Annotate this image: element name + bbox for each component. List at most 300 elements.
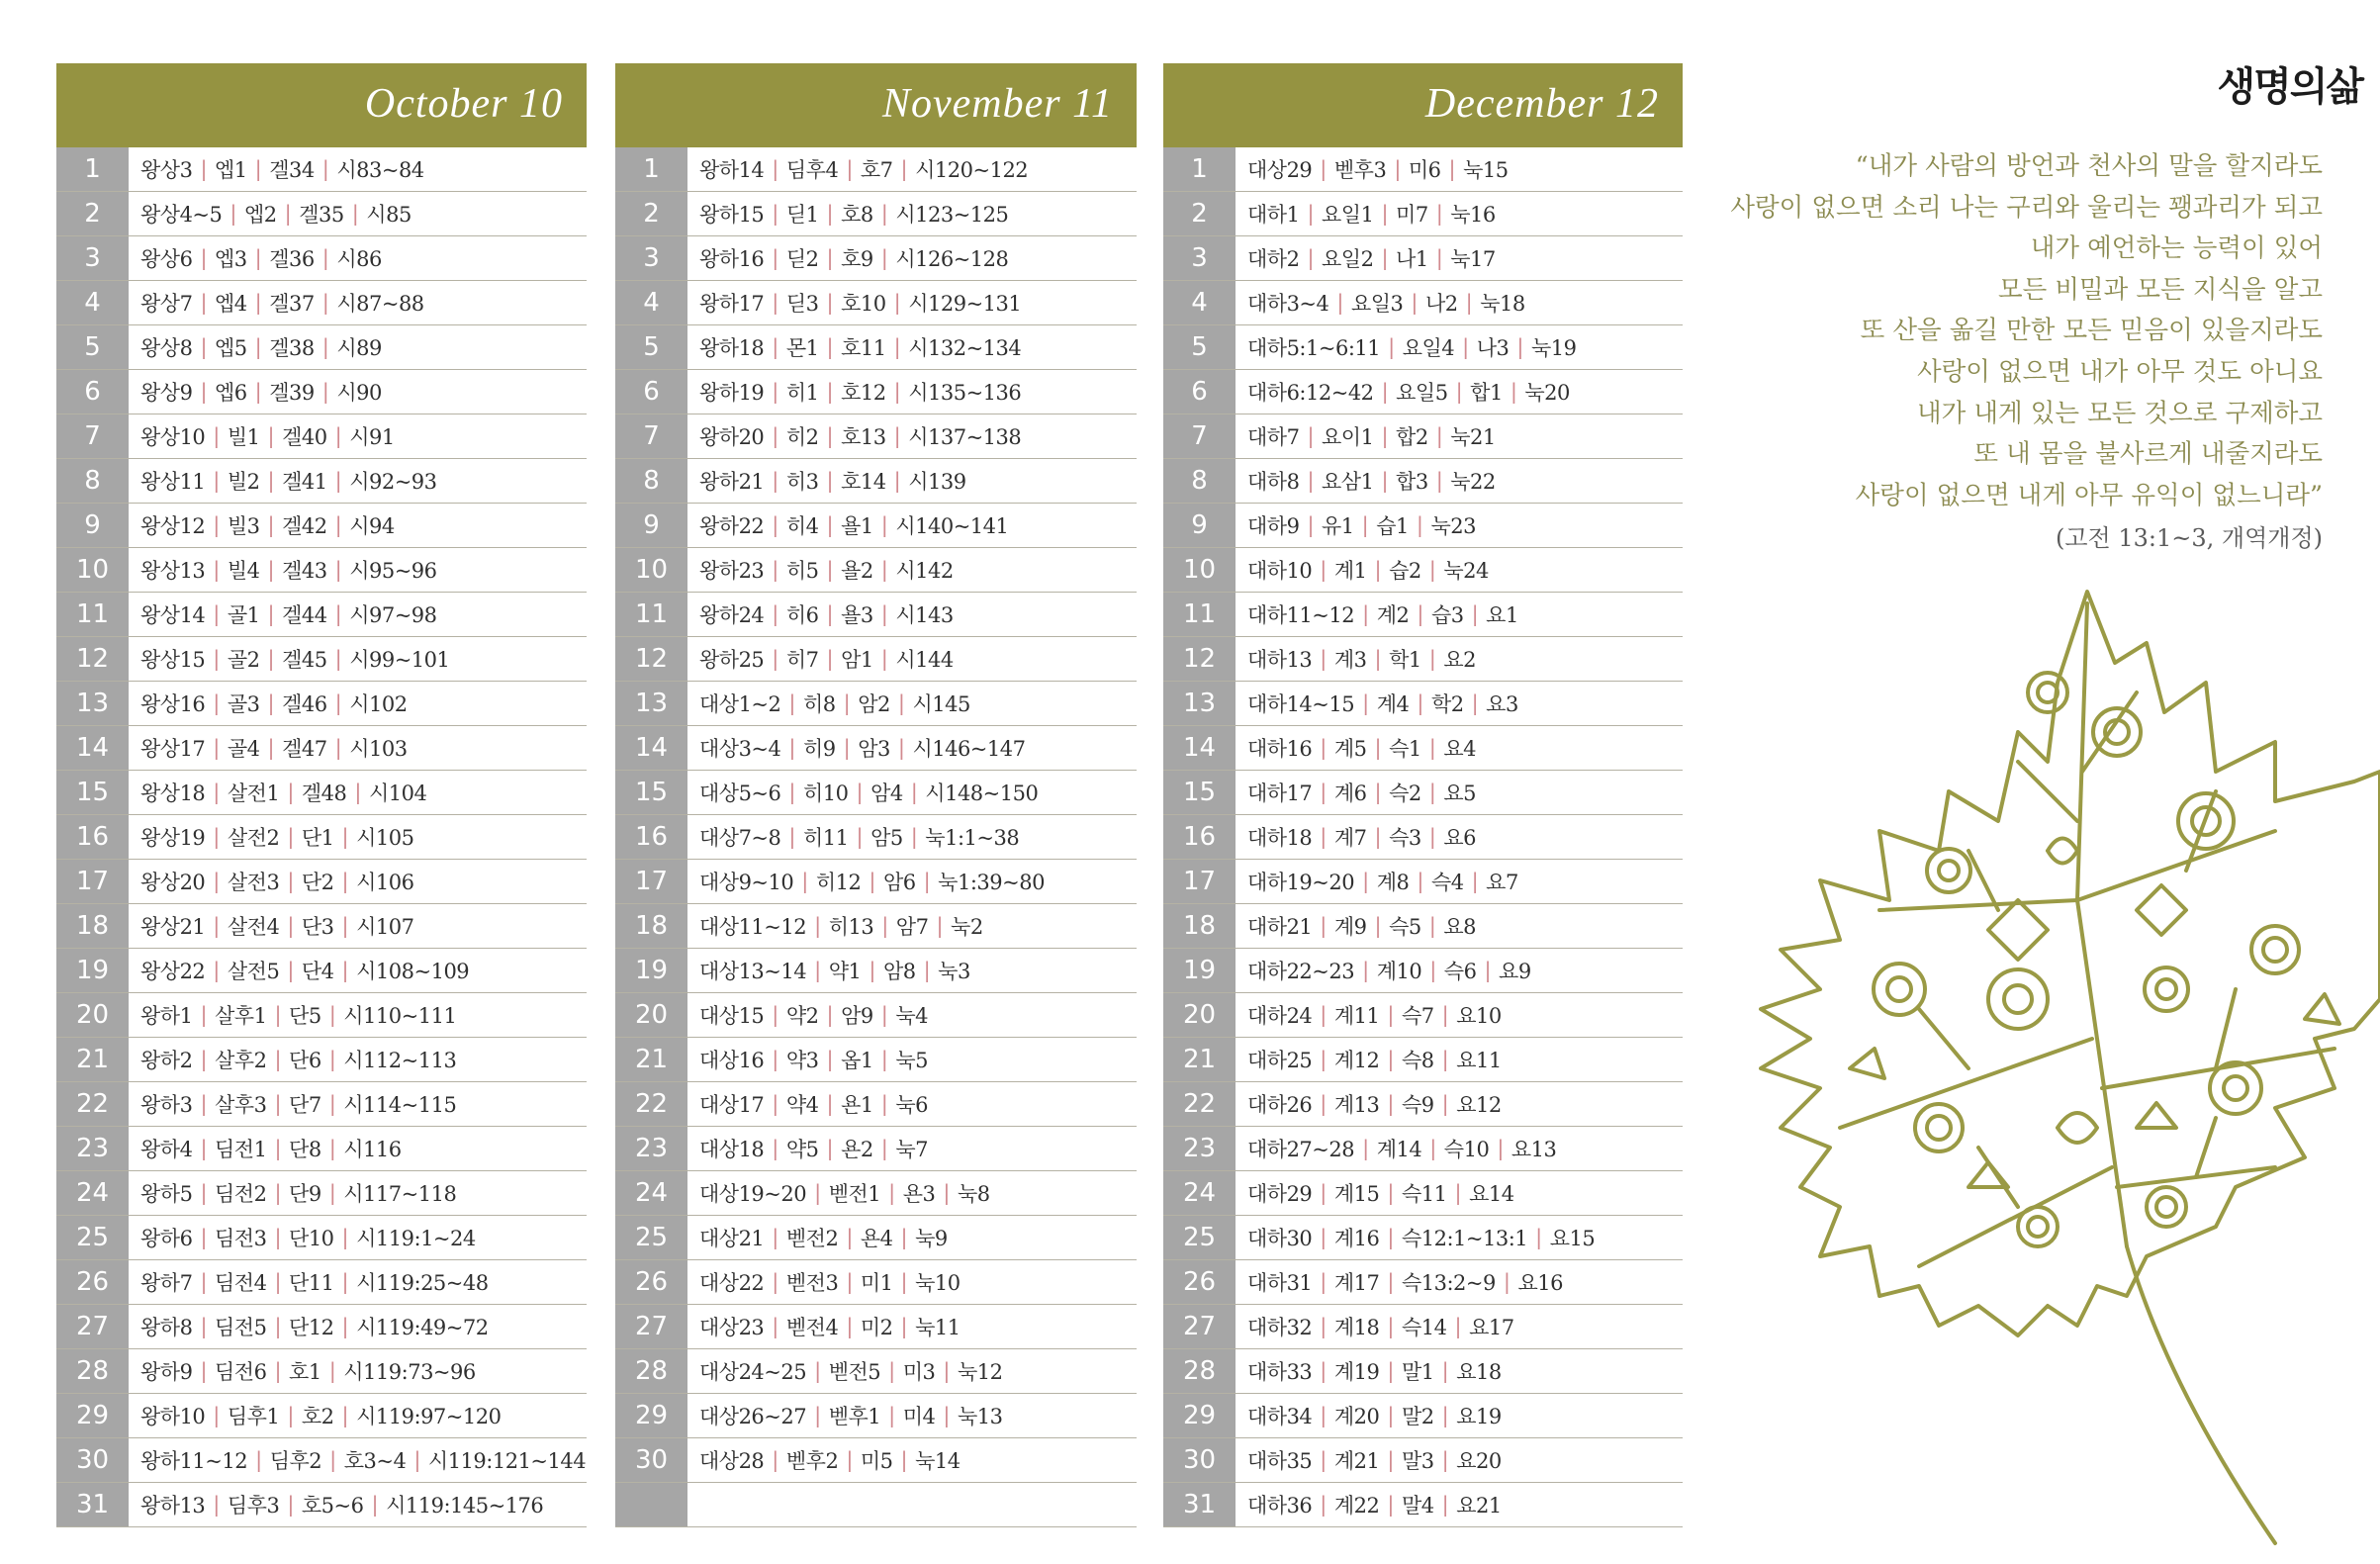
reading-passage: 요11 (1456, 1049, 1502, 1072)
reading-passage: 왕하25 (699, 648, 765, 672)
separator: | (200, 335, 208, 359)
separator: | (1320, 1092, 1327, 1116)
separator: | (1387, 1404, 1394, 1427)
reading-passage: 왕하6 (140, 1227, 193, 1250)
reading-passage: 요18 (1456, 1360, 1502, 1384)
reading-passage: 왕하23 (699, 559, 765, 583)
separator: | (1381, 380, 1389, 404)
reading-passage: 요3 (1486, 692, 1518, 716)
table-row (1163, 593, 1683, 637)
reading-passage: 계1 (1333, 559, 1367, 583)
reading-passage: 왕상3 (140, 158, 193, 182)
separator: | (772, 513, 778, 537)
reading-cell (129, 771, 426, 814)
reading-passage: 시105 (356, 826, 414, 850)
separator: | (213, 736, 220, 760)
separator: | (893, 380, 901, 404)
reading-passage: 겔37 (269, 292, 315, 316)
reading-passage: 대하24 (1247, 1004, 1313, 1028)
table-row (56, 370, 587, 414)
reading-passage: 계21 (1333, 1449, 1380, 1473)
reading-passage: 시146~147 (912, 737, 1026, 761)
separator: | (334, 736, 342, 760)
reading-passage: 호12 (841, 381, 886, 405)
reading-passage: 히13 (828, 915, 874, 939)
reading-passage: 벧후3 (1333, 158, 1387, 182)
day-number: 1 (1163, 147, 1236, 191)
reading-cell (1236, 815, 1476, 859)
day-number: 21 (56, 1038, 129, 1081)
separator: | (254, 157, 262, 181)
reading-passage: 왕하15 (699, 203, 765, 227)
table-row (615, 1038, 1137, 1082)
reading-passage: 눅9 (915, 1227, 948, 1250)
reading-cell (129, 548, 437, 592)
reading-cell (1236, 1483, 1502, 1526)
reading-passage: 암6 (882, 871, 916, 894)
table-row (56, 1394, 587, 1438)
reading-cell (129, 281, 424, 324)
reading-passage: 대상17 (699, 1093, 765, 1117)
reading-passage: 겔40 (282, 425, 327, 449)
reading-passage: 왕상12 (140, 514, 206, 538)
reading-passage: 왕하14 (699, 158, 765, 182)
reading-passage: 벧전5 (828, 1360, 881, 1384)
separator: | (1320, 1048, 1327, 1071)
table-row (615, 1349, 1137, 1394)
table-row (1163, 1483, 1683, 1527)
reading-cell (687, 949, 970, 992)
separator: | (772, 157, 778, 181)
reading-passage: 왕하3 (140, 1093, 193, 1117)
reading-passage: 시107 (356, 915, 414, 939)
separator: | (1429, 959, 1436, 982)
separator: | (328, 1137, 336, 1160)
reading-passage: 엡5 (215, 336, 247, 360)
reading-passage: 왕하24 (699, 603, 765, 627)
separator: | (1394, 157, 1401, 181)
separator: | (1441, 1048, 1449, 1071)
table-row (1163, 236, 1683, 281)
reading-passage: 말3 (1401, 1449, 1434, 1473)
day-number: 31 (1163, 1483, 1236, 1526)
separator: | (1320, 825, 1327, 849)
day-number: 14 (615, 726, 687, 770)
separator: | (880, 1048, 888, 1071)
reading-passage: 왕상6 (140, 247, 193, 271)
reading-passage: 딛1 (785, 203, 819, 227)
separator: | (328, 1003, 336, 1027)
reading-cell (1236, 904, 1476, 948)
reading-passage: 대하9 (1247, 514, 1300, 538)
separator: | (880, 1003, 888, 1027)
separator: | (1387, 1048, 1394, 1071)
reading-passage: 왕하5 (140, 1182, 193, 1206)
day-number: 14 (56, 726, 129, 770)
reading-cell (1236, 325, 1576, 369)
reading-passage: 요일2 (1322, 247, 1374, 271)
separator: | (1387, 1359, 1394, 1383)
separator: | (321, 335, 329, 359)
table-row (615, 682, 1137, 726)
reading-passage: 히7 (785, 648, 819, 672)
reading-passage: 왕하8 (140, 1316, 193, 1339)
day-number: 6 (1163, 370, 1236, 414)
separator: | (267, 647, 275, 671)
day-number: 28 (56, 1349, 129, 1393)
reading-passage: 시103 (349, 737, 408, 761)
day-number: 23 (56, 1127, 129, 1170)
reading-passage: 단1 (301, 826, 334, 850)
reading-passage: 왕상20 (140, 871, 206, 894)
day-number: 16 (615, 815, 687, 859)
separator: | (200, 1226, 208, 1249)
reading-cell (687, 1082, 928, 1126)
separator: | (1362, 959, 1369, 982)
reading-passage: 골4 (227, 737, 260, 761)
separator: | (1362, 1137, 1369, 1160)
reading-passage: 살후2 (215, 1049, 267, 1072)
reading-cell (1236, 504, 1476, 547)
separator: | (1435, 424, 1443, 448)
separator: | (267, 513, 275, 537)
reading-passage: 눅19 (1530, 336, 1577, 360)
separator: | (846, 1226, 853, 1249)
reading-cell (1236, 1260, 1563, 1304)
reading-passage: 왕하19 (699, 381, 765, 405)
separator: | (200, 1270, 208, 1294)
table-row (1163, 147, 1683, 192)
day-number: 22 (56, 1082, 129, 1126)
reading-passage: 시92~93 (349, 470, 437, 494)
reading-passage: 딤후2 (269, 1449, 322, 1473)
table-row (1163, 1394, 1683, 1438)
day-number: 27 (56, 1305, 129, 1348)
reading-passage: 딛3 (785, 292, 819, 316)
reading-passage: 슥11 (1401, 1182, 1447, 1206)
reading-passage: 계13 (1333, 1093, 1380, 1117)
separator: | (900, 1448, 908, 1472)
reading-passage: 계22 (1333, 1494, 1380, 1518)
separator: | (923, 959, 931, 982)
separator: | (287, 825, 294, 849)
separator: | (788, 825, 795, 849)
separator: | (1471, 602, 1479, 626)
table-row (56, 1127, 587, 1171)
separator: | (893, 291, 901, 315)
day-number: 26 (1163, 1260, 1236, 1304)
reading-passage: 눅7 (895, 1138, 928, 1161)
month-column (56, 63, 587, 1527)
reading-passage: 호3~4 (343, 1449, 407, 1473)
separator: | (334, 469, 342, 493)
reading-passage: 계16 (1333, 1227, 1380, 1250)
reading-passage: 빌3 (227, 514, 260, 538)
reading-cell (687, 1127, 928, 1170)
reading-cell (129, 815, 414, 859)
table-row (1163, 548, 1683, 593)
separator: | (200, 380, 208, 404)
separator: | (213, 959, 220, 982)
reading-passage: 시119:121~144 (427, 1449, 587, 1473)
table-row (1163, 459, 1683, 504)
reading-passage: 시148~150 (925, 782, 1039, 805)
reading-passage: 겔45 (282, 648, 327, 672)
table-row (1163, 414, 1683, 459)
day-number: 15 (1163, 771, 1236, 814)
separator: | (254, 380, 262, 404)
day-number: 12 (615, 637, 687, 681)
day-number: 20 (56, 993, 129, 1037)
reading-passage: 요15 (1549, 1227, 1596, 1250)
separator: | (213, 647, 220, 671)
table-row (56, 682, 587, 726)
reading-passage: 시126~128 (895, 247, 1009, 271)
reading-passage: 요4 (1443, 737, 1476, 761)
reading-cell (1236, 860, 1518, 903)
reading-cell (129, 1038, 456, 1081)
reading-passage: 왕상11 (140, 470, 206, 494)
day-number: 30 (1163, 1438, 1236, 1482)
separator: | (814, 914, 821, 938)
reading-cell (129, 1127, 402, 1170)
day-number: 29 (615, 1394, 687, 1437)
day-number: 13 (615, 682, 687, 725)
separator: | (328, 1181, 336, 1205)
reading-passage: 빌2 (227, 470, 260, 494)
reading-passage: 계8 (1376, 871, 1410, 894)
reading-passage: 암7 (895, 915, 929, 939)
reading-passage: 왕상14 (140, 603, 206, 627)
separator: | (1417, 602, 1423, 626)
reading-passage: 시87~88 (336, 292, 424, 316)
reading-passage: 계6 (1333, 782, 1367, 805)
separator: | (772, 602, 778, 626)
separator: | (229, 202, 236, 226)
reading-passage: 시137~138 (908, 425, 1022, 449)
separator: | (1388, 335, 1395, 359)
reading-cell (129, 1305, 489, 1348)
separator: | (328, 1048, 336, 1071)
separator: | (880, 1092, 888, 1116)
separator: | (880, 246, 888, 270)
separator: | (1387, 1092, 1394, 1116)
reading-cell (687, 1305, 961, 1348)
reading-passage: 골1 (227, 603, 260, 627)
day-number: 18 (56, 904, 129, 948)
reading-passage: 슥8 (1401, 1049, 1434, 1072)
separator: | (923, 870, 931, 893)
separator: | (287, 1404, 294, 1427)
day-number: 18 (615, 904, 687, 948)
table-row (615, 860, 1137, 904)
reading-passage: 요일3 (1350, 292, 1404, 316)
separator: | (1381, 202, 1389, 226)
reading-passage: 눅16 (1450, 203, 1496, 227)
separator: | (1374, 558, 1382, 582)
reading-passage: 대상29 (1247, 158, 1313, 182)
separator: | (900, 1315, 908, 1338)
reading-passage: 요삼1 (1322, 470, 1374, 494)
table-row (1163, 1349, 1683, 1394)
separator: | (869, 870, 875, 893)
reading-passage: 겔38 (269, 336, 315, 360)
separator: | (772, 335, 778, 359)
reading-passage: 왕상18 (140, 782, 206, 805)
reading-passage: 슥4 (1430, 871, 1464, 894)
reading-passage: 눅21 (1450, 425, 1496, 449)
separator: | (772, 1315, 778, 1338)
brand-logo: 생명의삶 (2217, 64, 2362, 110)
day-number: 27 (615, 1305, 687, 1348)
reading-passage: 대상16 (699, 1049, 765, 1072)
reading-passage: 시102 (349, 692, 408, 716)
reading-passage: 대상28 (699, 1449, 765, 1473)
separator: | (1441, 1448, 1449, 1472)
separator: | (1387, 1270, 1394, 1294)
separator: | (772, 380, 778, 404)
reading-passage: 요일4 (1402, 336, 1455, 360)
separator: | (354, 781, 361, 804)
day-number: 18 (1163, 904, 1236, 948)
day-number: 1 (56, 147, 129, 191)
reading-cell (687, 147, 1028, 191)
reading-cell (129, 1438, 586, 1482)
separator: | (888, 1404, 895, 1427)
separator: | (287, 781, 294, 804)
day-number: 28 (1163, 1349, 1236, 1393)
table-row (615, 771, 1137, 815)
reading-cell (687, 414, 1021, 458)
separator: | (274, 1270, 282, 1294)
separator: | (267, 691, 275, 715)
reading-cell (1236, 1082, 1502, 1126)
table-row (1163, 1438, 1683, 1483)
separator: | (893, 469, 901, 493)
reading-passage: 약5 (785, 1138, 819, 1161)
table-row (56, 325, 587, 370)
separator: | (267, 469, 275, 493)
separator: | (1320, 558, 1327, 582)
reading-cell (687, 1171, 990, 1215)
day-number: 20 (1163, 993, 1236, 1037)
separator: | (1374, 781, 1382, 804)
separator: | (826, 469, 834, 493)
reading-passage: 미5 (860, 1449, 893, 1473)
separator: | (254, 291, 262, 315)
reading-passage: 대하25 (1247, 1049, 1313, 1072)
separator: | (200, 1315, 208, 1338)
reading-passage: 요6 (1443, 826, 1476, 850)
reading-passage: 계7 (1333, 826, 1367, 850)
day-number: 9 (56, 504, 129, 547)
reading-passage: 겔47 (282, 737, 327, 761)
separator: | (1448, 157, 1456, 181)
reading-passage: 시135~136 (908, 381, 1022, 405)
reading-table (615, 144, 1137, 1527)
reading-passage: 대하29 (1247, 1182, 1313, 1206)
separator: | (371, 1493, 379, 1517)
table-row (615, 414, 1137, 459)
separator: | (1435, 246, 1443, 270)
separator: | (1417, 870, 1423, 893)
reading-passage: 호7 (860, 158, 893, 182)
reading-cell (1236, 593, 1518, 636)
reading-passage: 히1 (785, 381, 819, 405)
reading-passage: 겔39 (269, 381, 315, 405)
separator: | (888, 1359, 895, 1383)
reading-passage: 눅1:1~38 (925, 826, 1020, 850)
separator: | (274, 1359, 282, 1383)
reading-cell (1236, 1349, 1502, 1393)
reading-passage: 왕하18 (699, 336, 765, 360)
separator: | (1387, 1315, 1394, 1338)
reading-cell (1236, 637, 1476, 681)
day-number: 10 (56, 548, 129, 592)
reading-passage: 계15 (1333, 1182, 1380, 1206)
reading-cell (687, 771, 1038, 814)
reading-passage: 시119:1~24 (356, 1227, 476, 1250)
separator: | (1320, 736, 1327, 760)
reading-passage: 눅15 (1463, 158, 1509, 182)
reading-cell (687, 1483, 699, 1526)
separator: | (200, 1003, 208, 1027)
separator: | (200, 291, 208, 315)
separator: | (213, 1493, 220, 1517)
table-row (615, 192, 1137, 236)
reading-passage: 시119:73~96 (343, 1360, 476, 1384)
table-row (615, 504, 1137, 548)
reading-passage: 대하30 (1247, 1227, 1313, 1250)
reading-passage: 왕상21 (140, 915, 206, 939)
separator: | (213, 558, 220, 582)
reading-passage: 계2 (1376, 603, 1410, 627)
reading-passage: 몬1 (785, 336, 819, 360)
reading-cell (129, 414, 395, 458)
reading-passage: 눅3 (938, 960, 970, 983)
reading-passage: 벧전3 (785, 1271, 839, 1295)
reading-cell (687, 1349, 1002, 1393)
reading-cell (129, 192, 412, 235)
table-row (1163, 504, 1683, 548)
table-row (615, 370, 1137, 414)
separator: | (843, 691, 851, 715)
reading-passage: 욜3 (841, 603, 873, 627)
reading-passage: 습1 (1376, 514, 1409, 538)
separator: | (826, 291, 834, 315)
reading-passage: 벧후2 (785, 1449, 839, 1473)
reading-passage: 시83~84 (336, 158, 424, 182)
separator: | (801, 870, 808, 893)
separator: | (1307, 424, 1315, 448)
reading-passage: 왕상16 (140, 692, 206, 716)
reading-cell (129, 637, 449, 681)
table-row (1163, 1216, 1683, 1260)
table-row (615, 1260, 1137, 1305)
reading-passage: 딤전6 (215, 1360, 267, 1384)
reading-passage: 요1 (1486, 603, 1518, 627)
separator: | (897, 736, 905, 760)
reading-passage: 나3 (1476, 336, 1510, 360)
day-number: 8 (56, 459, 129, 503)
reading-cell (129, 993, 456, 1037)
day-number: 10 (1163, 548, 1236, 592)
reading-passage: 호2 (301, 1405, 334, 1428)
table-row (1163, 726, 1683, 771)
reading-cell (687, 637, 954, 681)
reading-passage: 대하31 (1247, 1271, 1313, 1295)
quote-line: 사랑이 없으면 소리 나는 구리와 울리는 꽹과리가 되고 (1730, 192, 2323, 223)
